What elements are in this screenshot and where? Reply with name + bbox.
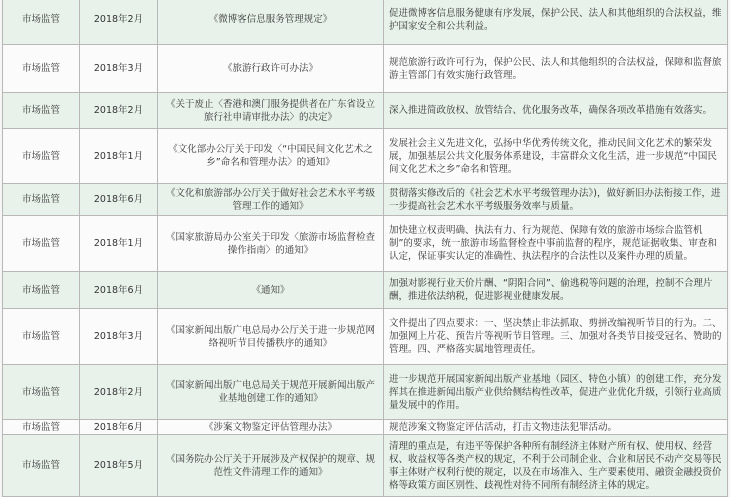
- date-cell: 2018年1月: [80, 216, 158, 272]
- date-cell: 2018年6月: [80, 184, 158, 216]
- document-cell: 《微博客信息服务管理规定》: [158, 0, 384, 45]
- department-cell: 市场监管: [3, 272, 80, 309]
- department-cell: 市场监管: [3, 0, 80, 45]
- description-cell: 进一步规范开展国家新闻出版产业基地（园区、特色小镇）的创建工作，充分发挥其在推进新闻出版产业供给侧结构性改革，促进产业优化升级，引领行业高质量发展中的作用。: [384, 365, 728, 420]
- table-row: [3, 309, 728, 365]
- description-cell: 文件提出了四点要求：一、坚决禁止非法抓取、剪拼改编视听节目的行为。二、加强网上片花、预告片等视听节目管理。三、加强对各类节目接受冠名、赞助的管理。四、严格落实属地管理责任。: [384, 309, 728, 365]
- date-cell: 2018年6月: [80, 272, 158, 309]
- department-cell: 市场监管: [3, 129, 80, 184]
- date-cell: 2018年5月: [80, 435, 158, 497]
- table-row: [3, 272, 728, 309]
- date-cell: 2018年2月: [80, 93, 158, 129]
- department-cell: 市场监管: [3, 435, 80, 497]
- table-row: [3, 435, 728, 497]
- date-cell: 2018年3月: [80, 45, 158, 93]
- table-row: [3, 129, 728, 184]
- department-cell: 市场监管: [3, 184, 80, 216]
- table-row: [3, 365, 728, 420]
- document-cell: 《涉案文物鉴定评估管理办法》: [158, 420, 384, 435]
- description-cell: 促进微博客信息服务健康有序发展，保护公民、法人和其他组织的合法权益，维护国家安全和公共利益。: [384, 0, 728, 45]
- policy-table: [2, 0, 728, 497]
- date-cell: 2018年2月: [80, 365, 158, 420]
- table-row: [3, 0, 728, 45]
- document-cell: 《国家新闻出版广电总局办公厅关于进一步规范网络视听节目传播秩序的通知》: [158, 309, 384, 365]
- description-cell: 深入推进简政放权、放管结合、优化服务改革，确保各项改革措施有效落实。: [384, 93, 728, 129]
- date-cell: 2018年1月: [80, 129, 158, 184]
- document-cell: 《旅游行政许可办法》: [158, 45, 384, 93]
- description-cell: 加快建立权责明确、执法有力、行为规范、保障有效的旅游市场综合监管机制”的要求，统一旅游市场监督检查中事前监督的程序，规范证据收集、审查和认定，保证事实认定的准确性、执法程序的合法性以及案件办理的质量。: [384, 216, 728, 272]
- department-cell: 市场监管: [3, 216, 80, 272]
- document-cell: 《通知》: [158, 272, 384, 309]
- date-cell: 2018年3月: [80, 309, 158, 365]
- description-cell: 清理的重点是，有违平等保护各种所有制经济主体财产所有权、使用权、经营权、收益权等各类产权的规定，不利于公司制企业、合业和居民不动产交易等民事主体财产权利行使的规定，以及在市场准入、生产要素使用、融资金融投资价格等政策方面区别性、歧视性对待不同所有制经济主体的规定。: [384, 435, 728, 497]
- document-cell: 《文化和旅游部办公厅关于做好社会艺术水平考级管理工作的通知》: [158, 184, 384, 216]
- department-cell: 市场监管: [3, 365, 80, 420]
- table-row: [3, 184, 728, 216]
- department-cell: 市场监管: [3, 45, 80, 93]
- table-row: [3, 216, 728, 272]
- department-cell: 市场监管: [3, 420, 80, 435]
- description-cell: 规范旅游行政许可行为，保护公民、法人和其他组织的合法权益，保障和监督旅游主管部门有效实施行政管理。: [384, 45, 728, 93]
- description-cell: 贯彻落实修改后的《社会艺术水平考级管理办法》)，做好新旧办法衔接工作，进一步提高社会艺术水平考级服务效率与质量。: [384, 184, 728, 216]
- description-cell: 规范涉案文物鉴定评估活动，打击文物违法犯罪活动。: [384, 420, 728, 435]
- description-cell: 发展社会主义先进文化，弘扬中华优秀传统文化，推动民间文化艺术的繁荣发展，加强基层公共文化服务体系建设，丰富群众文化生活，进一步规范“中国民间文化艺术之乡”命名和管理。: [384, 129, 728, 184]
- document-cell: 《关于废止〈香港和澳门服务提供者在广东省设立旅行社申请审批办法〉的决定》: [158, 93, 384, 129]
- document-cell: 《国家旅游局办公室关于印发〈旅游市场监督检查操作指南〉的通知》: [158, 216, 384, 272]
- document-cell: 《文化部办公厅关于印发〈“中国民间文化艺术之乡”命名和管理办法〉的通知》: [158, 129, 384, 184]
- department-cell: 市场监管: [3, 309, 80, 365]
- table-row: [3, 420, 728, 435]
- date-cell: 2018年6月: [80, 420, 158, 435]
- table-row: [3, 45, 728, 93]
- table-row: [3, 93, 728, 129]
- description-cell: 加强对影视行业天价片酬、“阴阳合同”、偷逃税等问题的治理，控制不合理片酬，推进依法纳税，促进影视业健康发展。: [384, 272, 728, 309]
- document-cell: 《国家新闻出版广电总局关于规范开展新闻出版产业基地创建工作的通知》: [158, 365, 384, 420]
- date-cell: 2018年2月: [80, 0, 158, 45]
- department-cell: 市场监管: [3, 93, 80, 129]
- document-cell: 《国务院办公厅关于开展涉及产权保护的规章、规范性文件清理工作的通知》: [158, 435, 384, 497]
